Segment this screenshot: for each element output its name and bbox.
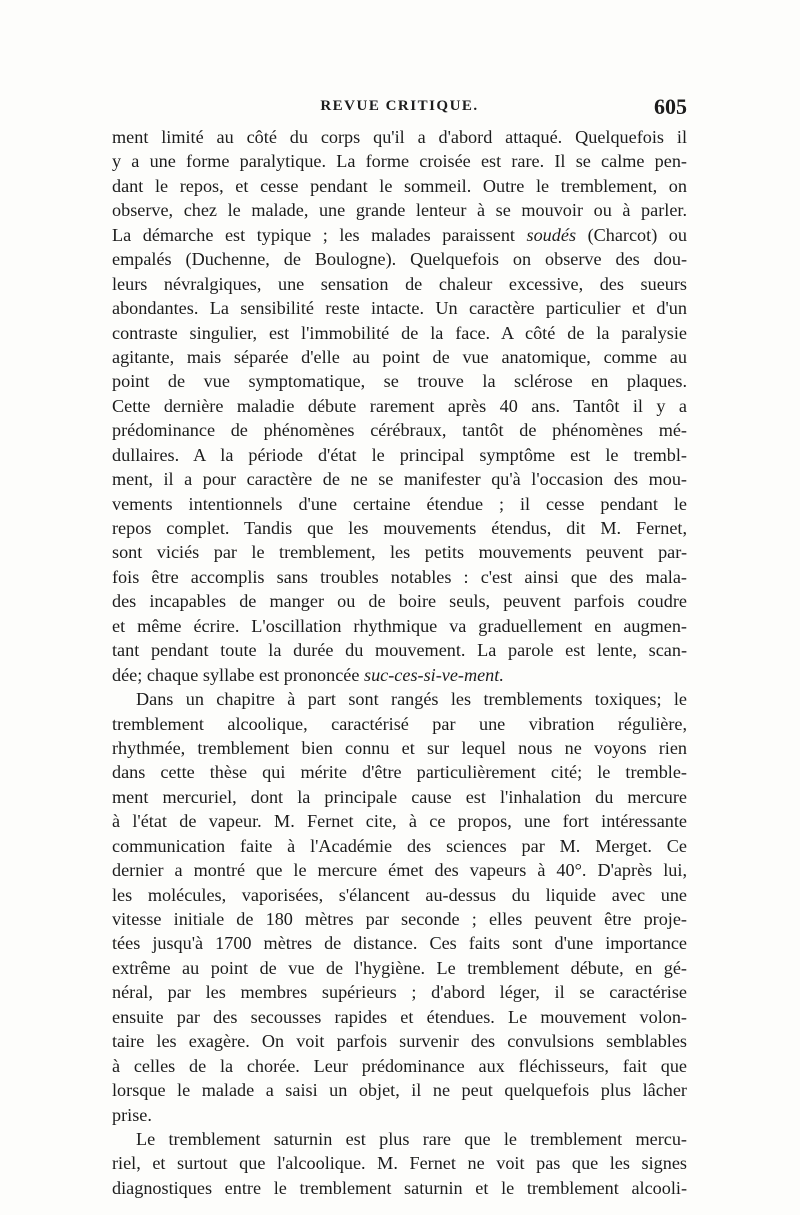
text-line: prise. [112,1104,152,1125]
italic-term: suc-ces-si-ve-ment. [364,664,504,685]
text-line: Dans un chapitre à part sont rangés les tremblements toxiques; le [136,689,687,710]
text-line: sont viciés par le tremblement, les petits mouvements peuvent par- [112,542,687,563]
text-line: les molécules, vaporisées, s'élancent au-dessus du liquide avec une [112,884,687,905]
text-line: diagnostiques entre le tremblement saturnin et le tremblement alcooli- [112,1177,687,1198]
text-line-segment: dée; chaque syllabe est prononcée [112,664,364,685]
text-line: dant le repos, et cesse pendant le sommeil. Outre le tremblement, on [112,175,687,196]
text-line: néral, par les membres supérieurs ; d'abord léger, il se caractérise [112,982,687,1003]
text-line: repos complet. Tandis que les mouvements étendus, dit M. Fernet, [112,518,687,538]
text-line: à celles de la chorée. Leur prédominance aux fléchisseurs, fait que [112,1055,687,1076]
page-number: 605 [654,94,687,119]
text-line: contraste singulier, est l'immobilité de la face. A côté de la paralysie [112,322,687,343]
text-line: leurs névralgiques, une sensation de chaleur excessive, des sueurs [112,273,687,294]
text-line: prédominance de phénomènes cérébraux, tantôt de phénomènes mé- [112,420,687,441]
text-line: point de vue symptomatique, se trouve la sclérose en plaques. [112,371,687,392]
text-line: ment, il a pour caractère de ne se manifester qu'à l'occasion des mou- [112,469,687,490]
text-line: ment mercuriel, dont la principale cause est l'inhalation du mercure [112,786,687,807]
text-line: tées jusqu'à 1700 mètres de distance. Ces faits sont d'une importance [112,933,687,954]
text-line: dans cette thèse qui mérite d'être particulièrement cité; le tremble- [112,762,687,783]
running-title: REVUE CRITIQUE. [320,98,479,114]
text-line [112,663,687,687]
text-line: ensuite par des secousses rapides et étendues. Le mouvement volon- [112,1006,687,1027]
text-line: Le tremblement saturnin est plus rare que le tremblement mercu- [136,1128,687,1149]
text-line: lorsque le malade a saisi un objet, il ne peut quelquefois plus lâcher [112,1080,687,1101]
text-line: tant pendant toute la durée du mouvement. La parole est lente, scan- [112,640,687,661]
text-line: agitante, mais séparée d'elle au point de vue anatomique, comme au [112,346,687,367]
running-head [112,94,687,122]
text-line: et même écrire. L'oscillation rhythmique va graduellement en augmen- [112,615,687,636]
text-line: tremblement alcoolique, caractérisé par une vibration régulière, [112,713,687,734]
text-line-segment: La démarche est typique ; les malades paraissent [112,224,527,245]
text-line: observe, chez le malade, une grande lenteur à se mouvoir ou à parler. [112,200,687,221]
text-line: des incapables de manger ou de boire seuls, peuvent parfois coudre [112,591,687,612]
text-line: dernier a montré que le mercure émet des vapeurs à 40°. D'après lui, [112,860,687,881]
text-line: communication faite à l'Académie des sciences par M. Merget. Ce [112,835,687,856]
text-line: Cette dernière maladie débute rarement après 40 ans. Tantôt il y a [112,395,687,416]
text-line [112,223,687,247]
text-line: taire les exagère. On voit parfois survenir des convulsions semblables [112,1031,687,1052]
text-line: fois être accomplis sans troubles notables : c'est ainsi que des mala- [112,566,687,587]
text-line: rhythmée, tremblement bien connu et sur lequel nous ne voyons rien [112,737,687,758]
text-line: y a une forme paralytique. La forme croisée est rare. Il se calme pen- [112,151,687,172]
text-line: à l'état de vapeur. M. Fernet cite, à ce propos, une fort intéressante [112,811,687,832]
text-line: extrême au point de vue de l'hygiène. Le tremblement débute, en gé- [112,957,687,978]
text-line: riel, et surtout que l'alcoolique. M. Fernet ne voit pas que les signes [112,1153,687,1174]
text-line: vitesse initiale de 180 mètres par seconde ; elles peuvent être proje- [112,909,687,929]
text-line: dullaires. A la période d'état le principal symptôme est le trembl- [112,444,687,465]
body-text [112,125,687,1200]
text-line: vements intentionnels d'une certaine étendue ; il cesse pendant le [112,493,687,514]
text-line-segment: (Charcot) ou [576,224,687,245]
text-line: ment limité au côté du corps qu'il a d'abord attaqué. Quelquefois il [112,127,687,147]
text-line: empalés (Duchenne, de Boulogne). Quelquefois on observe des dou- [112,249,687,270]
italic-term: soudés [526,224,577,245]
text-line: abondantes. La sensibilité reste intacte. Un caractère particulier et d'un [112,298,687,319]
